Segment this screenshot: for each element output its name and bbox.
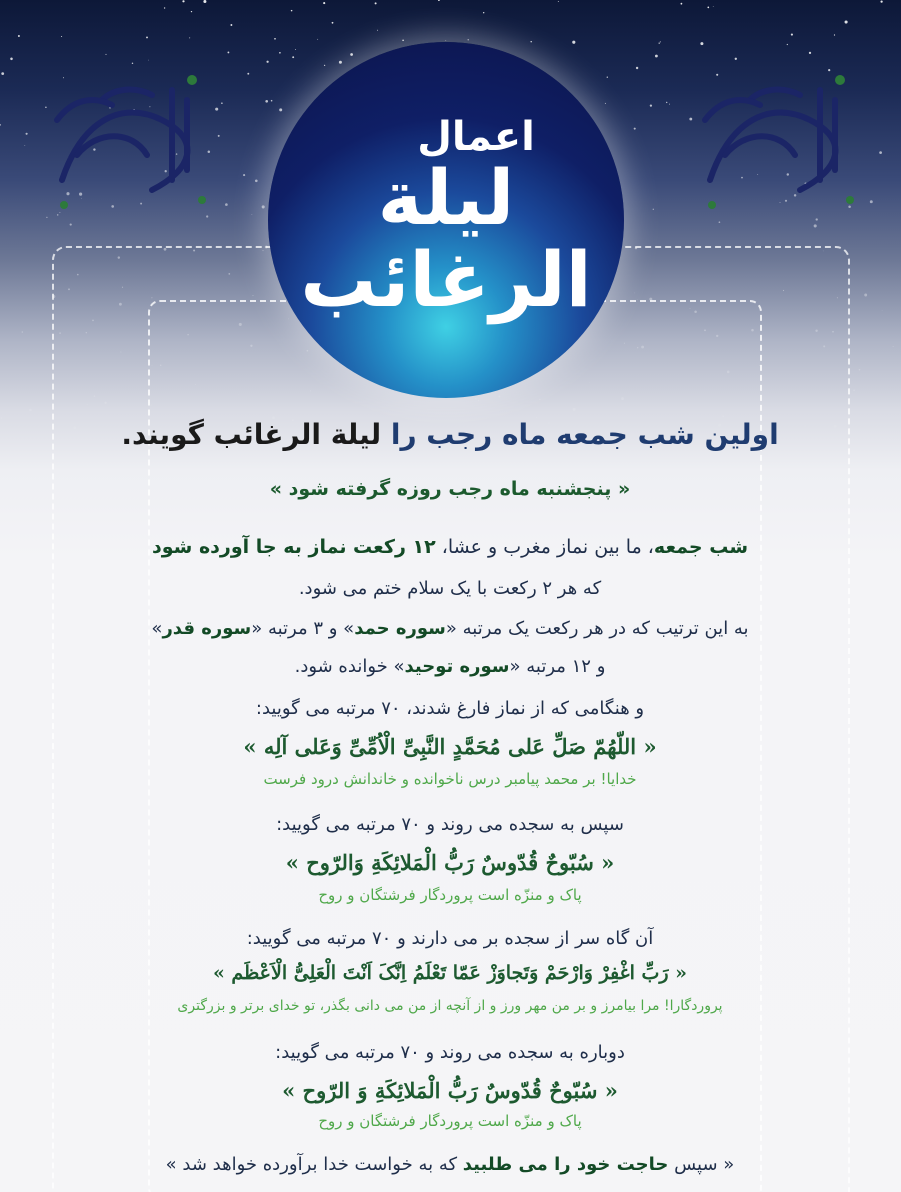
headline-part-3: گویند. bbox=[121, 418, 214, 451]
translation-3: پروردگارا! مرا بیامرز و بر من مهر ورز و از آنچه از من می دانی بگذر، تو خدای برتر و بزرگتری bbox=[177, 998, 723, 1014]
star bbox=[377, 30, 378, 31]
star bbox=[291, 10, 293, 12]
star bbox=[700, 42, 703, 45]
star bbox=[787, 44, 788, 45]
star bbox=[859, 369, 861, 371]
star bbox=[882, 310, 883, 311]
title-small: اعمال bbox=[417, 114, 535, 160]
dua-1: « اللّهُمّ صَلِّ عَلی مُحَمَّدٍ النَّبِیِّ الْاُمِّیِّ وَعَلی آلِه » bbox=[243, 734, 657, 759]
star bbox=[669, 104, 670, 105]
star bbox=[870, 200, 873, 203]
body-line-11: آن گاه سر از سجده بر می دارند و ۷۰ مرتبه می گویید: bbox=[246, 928, 654, 949]
star bbox=[26, 133, 28, 135]
star bbox=[323, 2, 325, 4]
body-line-3 bbox=[60, 618, 840, 640]
headline-part-2: لیلة الرغائب bbox=[213, 418, 382, 451]
star bbox=[791, 34, 793, 36]
star bbox=[10, 58, 13, 61]
star bbox=[339, 61, 342, 64]
body-line-4 bbox=[60, 656, 840, 678]
star bbox=[61, 36, 62, 37]
calligraphy-ornament-icon bbox=[42, 60, 212, 230]
star bbox=[182, 0, 184, 2]
body-line-1-bold2: ۱۲ رکعت نماز به جا آورده شود bbox=[151, 536, 436, 558]
body-line-3-d: سوره قدر bbox=[162, 618, 252, 639]
body-line-3-e: » bbox=[151, 618, 163, 639]
star bbox=[1, 72, 4, 75]
star bbox=[189, 37, 190, 38]
star bbox=[660, 41, 661, 42]
star bbox=[713, 6, 714, 7]
body-line-3-c: » و ۳ مرتبه « bbox=[251, 618, 355, 639]
star bbox=[653, 209, 654, 210]
star bbox=[146, 36, 148, 38]
star bbox=[247, 73, 249, 75]
dua-4: « سُبّوحٌ قُدّوسٌ رَبُّ الْمَلائِکَةِ وَ الرّوح » bbox=[282, 1078, 618, 1103]
star bbox=[243, 174, 245, 176]
star bbox=[262, 205, 265, 208]
star bbox=[227, 51, 229, 53]
star bbox=[218, 135, 220, 137]
moon-circle bbox=[268, 42, 624, 398]
star bbox=[0, 124, 1, 126]
body-line-1-bold: شب جمعه bbox=[653, 536, 749, 558]
star bbox=[1, 417, 2, 418]
star bbox=[24, 145, 25, 146]
star bbox=[879, 151, 882, 154]
headline bbox=[70, 418, 830, 451]
star bbox=[845, 20, 848, 23]
body-line-4-c: » خوانده شود. bbox=[294, 656, 405, 677]
star bbox=[18, 35, 20, 37]
star bbox=[636, 67, 638, 69]
translation-4: پاک و منزّه است پروردگار فرشتگان و روح bbox=[318, 1112, 582, 1130]
subheadline: « پنجشنبه ماه رجب روزه گرفته شود » bbox=[269, 478, 631, 500]
body-line-8: سپس به سجده می روند و ۷۰ مرتبه می گویید: bbox=[276, 814, 624, 835]
star bbox=[266, 61, 268, 63]
body-line-14: دوباره به سجده می روند و ۷۰ مرتبه می گویید: bbox=[275, 1042, 625, 1063]
star bbox=[191, 11, 192, 12]
star bbox=[225, 203, 228, 206]
headline-part-1: اولین شب جمعه ماه رجب را bbox=[381, 418, 779, 451]
closing-a: « سپس bbox=[668, 1154, 735, 1175]
star bbox=[634, 128, 636, 130]
closing-line bbox=[60, 1154, 840, 1176]
translation-2: پاک و منزّه است پروردگار فرشتگان و روح bbox=[318, 886, 582, 904]
star bbox=[292, 56, 294, 58]
star bbox=[29, 409, 32, 412]
star bbox=[271, 100, 273, 102]
closing-c: که به خواست خدا برآورده خواهد شد » bbox=[165, 1154, 463, 1175]
star bbox=[265, 100, 268, 103]
body-line-4-b: سوره توحید bbox=[404, 656, 510, 677]
closing-b: حاجت خود را می طلبید bbox=[462, 1154, 669, 1175]
body-line-1-mid: ، ما بین نماز مغرب و عشا، bbox=[435, 536, 654, 558]
star bbox=[221, 102, 223, 104]
star bbox=[834, 34, 835, 35]
star bbox=[530, 41, 531, 42]
star bbox=[650, 104, 652, 106]
star bbox=[402, 40, 404, 42]
body-line-1 bbox=[60, 536, 840, 559]
star bbox=[666, 102, 667, 103]
star bbox=[279, 108, 282, 111]
star bbox=[605, 103, 606, 104]
star bbox=[445, 40, 446, 41]
calligraphy-ornament-icon bbox=[690, 60, 860, 230]
star bbox=[864, 294, 867, 297]
title-line-1: لیلة bbox=[377, 153, 515, 242]
title-line-2: الرغائب bbox=[300, 235, 592, 324]
star bbox=[22, 331, 24, 333]
star bbox=[681, 3, 683, 5]
dua-3: « رَبِّ اغْفِرْ وَارْحَمْ وَتَجاوَزْ عَمّا تَعْلَمُ اِنَّکَ اَنْتَ الْعَلِیُّ الْاَعْظَم » bbox=[212, 962, 688, 984]
star bbox=[809, 52, 811, 54]
star bbox=[279, 52, 281, 54]
star bbox=[332, 22, 334, 24]
star bbox=[438, 0, 440, 1]
star bbox=[853, 389, 855, 391]
star bbox=[215, 108, 218, 111]
body-line-5: و هنگامی که از نماز فارغ شدند، ۷۰ مرتبه می گویید: bbox=[255, 698, 645, 719]
body-line-3-a: به این ترتیب که در هر رکعت یک مرتبه « bbox=[445, 618, 749, 639]
star bbox=[274, 38, 276, 40]
star bbox=[572, 41, 575, 44]
star bbox=[255, 179, 258, 182]
body-line-3-b: سوره حمد bbox=[354, 618, 446, 639]
star bbox=[655, 55, 658, 58]
star bbox=[468, 39, 469, 40]
body-line-4-a: و ۱۲ مرتبه « bbox=[509, 656, 606, 677]
star bbox=[252, 214, 253, 215]
star bbox=[164, 7, 165, 8]
dua-2: « سُبّوحٌ قُدّوسٌ رَبُّ الْمَلائِکَةِ وَالرّوح » bbox=[285, 850, 615, 875]
star bbox=[483, 12, 484, 13]
star bbox=[317, 39, 318, 40]
star bbox=[707, 7, 709, 9]
star bbox=[295, 49, 296, 50]
star bbox=[324, 65, 325, 66]
star bbox=[607, 77, 608, 78]
star bbox=[350, 53, 353, 56]
star bbox=[893, 346, 894, 347]
star bbox=[558, 1, 559, 2]
star bbox=[659, 42, 660, 43]
translation-1: خدایا! بر محمد پیامبر درس ناخوانده و خاندانش درود فرست bbox=[263, 770, 637, 788]
star bbox=[880, 0, 882, 2]
star bbox=[105, 54, 106, 55]
body-line-2: که هر ۲ رکعت با یک سلام ختم می شود. bbox=[298, 578, 602, 599]
star bbox=[375, 2, 377, 4]
star bbox=[230, 24, 232, 26]
star bbox=[203, 0, 206, 3]
star bbox=[12, 439, 13, 440]
